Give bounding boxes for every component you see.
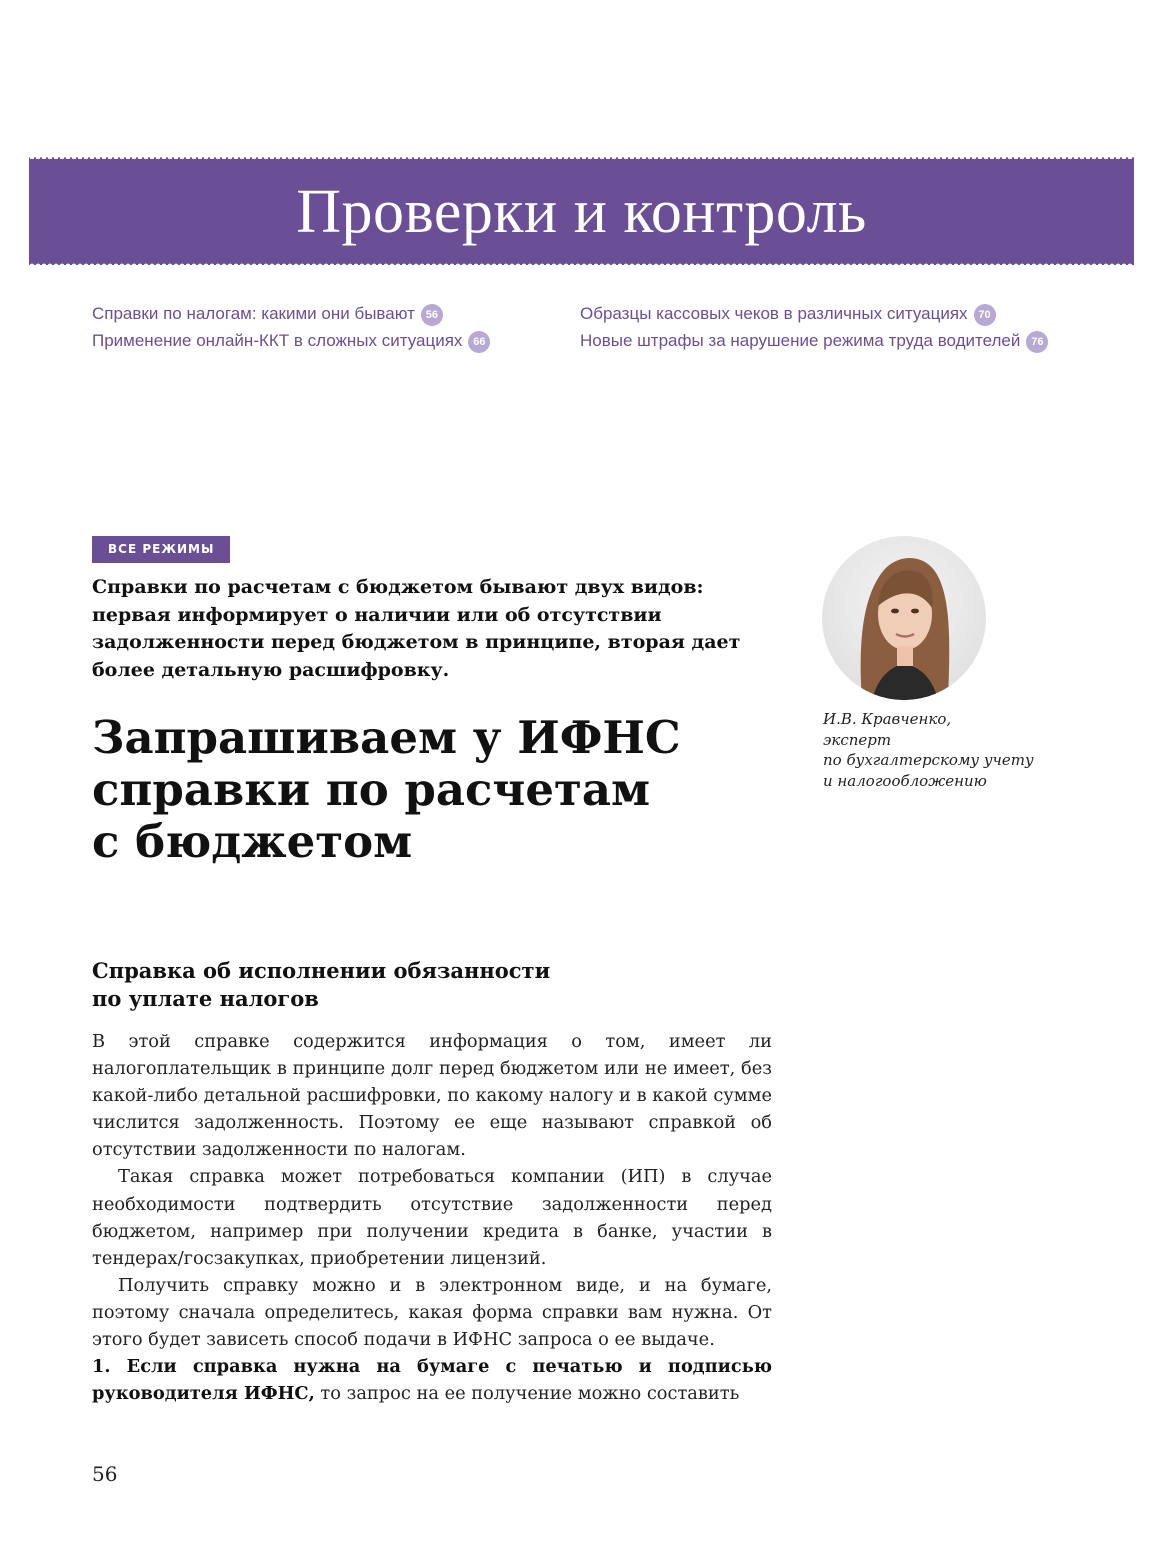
author-portrait-image	[822, 536, 986, 700]
section-banner	[29, 157, 1134, 265]
category-tag: ВСЕ РЕЖИМЫ	[92, 536, 230, 563]
numbered-item-text: то запрос на ее получение можно составить	[314, 1383, 740, 1405]
toc-item[interactable]	[580, 300, 1048, 327]
author-name: И.В. Кравченко,	[823, 710, 952, 728]
page-number: 56	[92, 1462, 118, 1486]
article-lead: Справки по расчетам с бюджетом бывают двух видов: первая информирует о наличии или об отсутствии задолженности перед бюджетом в принципе, вторая дает более детальную расшифровку.	[92, 576, 741, 681]
author-photo	[822, 536, 986, 700]
toc-item[interactable]	[580, 327, 1048, 354]
headline-line: справки по расчетам	[92, 763, 651, 816]
author-role: и налогообложению	[823, 771, 987, 790]
toc-item[interactable]	[92, 300, 490, 327]
toc-item-label: Новые штрафы за нарушение режима труда водителей	[580, 331, 1021, 350]
toc-item-label: Применение онлайн-ККТ в сложных ситуациях	[92, 331, 463, 350]
toc-page-badge: 70	[974, 304, 996, 326]
numbered-item	[92, 1353, 772, 1407]
author-role: по бухгалтерскому учету	[823, 751, 1034, 769]
body-paragraph: Получить справку можно и в электронном виде, и на бумаге, поэтому сначала определитесь, какая форма справки вам нужна. От этого будет зависеть способ подачи в ИФНС запроса о ее выдаче.	[92, 1274, 772, 1351]
body-paragraph: В этой справке содержится информация о том, имеет ли налогоплательщик в принципе долг перед бюджетом или не имеет, без какой-либо детальной расшифровки, по какому налогу и в какой сумме числится задолженность. Поэтому ее еще называют справкой об отсутствии задолженности по налогам.	[92, 1031, 772, 1161]
toc-page-badge: 66	[468, 331, 490, 353]
subheading-line: Справка об исполнении обязанности	[92, 958, 551, 983]
section-title: Проверки и контроль	[296, 178, 867, 246]
toc-item-label: Образцы кассовых чеков в различных ситуациях	[580, 304, 968, 323]
toc-item-label: Справки по налогам: какими они бывают	[92, 304, 415, 323]
toc-page-badge: 56	[421, 304, 443, 326]
numbered-item-bold: 1. Если справка нужна на бумаге с печатью и подписью руководителя ИФНС,	[92, 1356, 772, 1405]
headline-line: Запрашиваем у ИФНС	[92, 711, 681, 764]
toc-item[interactable]	[92, 327, 490, 354]
toc-left-column	[92, 300, 490, 354]
author-caption	[823, 709, 1053, 791]
section-subheading	[92, 957, 692, 1013]
article-body	[92, 1028, 772, 1407]
toc-page-badge: 76	[1026, 331, 1048, 353]
article-headline	[92, 712, 752, 868]
subheading-line: по уплате налогов	[92, 986, 319, 1011]
author-role: эксперт	[823, 730, 892, 749]
headline-line: с бюджетом	[92, 815, 413, 868]
toc-right-column	[580, 300, 1048, 354]
body-paragraph: Такая справка может потребоваться компании (ИП) в случае необходимости подтвердить отсутствие задолженности перед бюджетом, например при получении кредита в банке, участии в тендерах/госзакупках, приобретении лицензий.	[92, 1166, 772, 1269]
